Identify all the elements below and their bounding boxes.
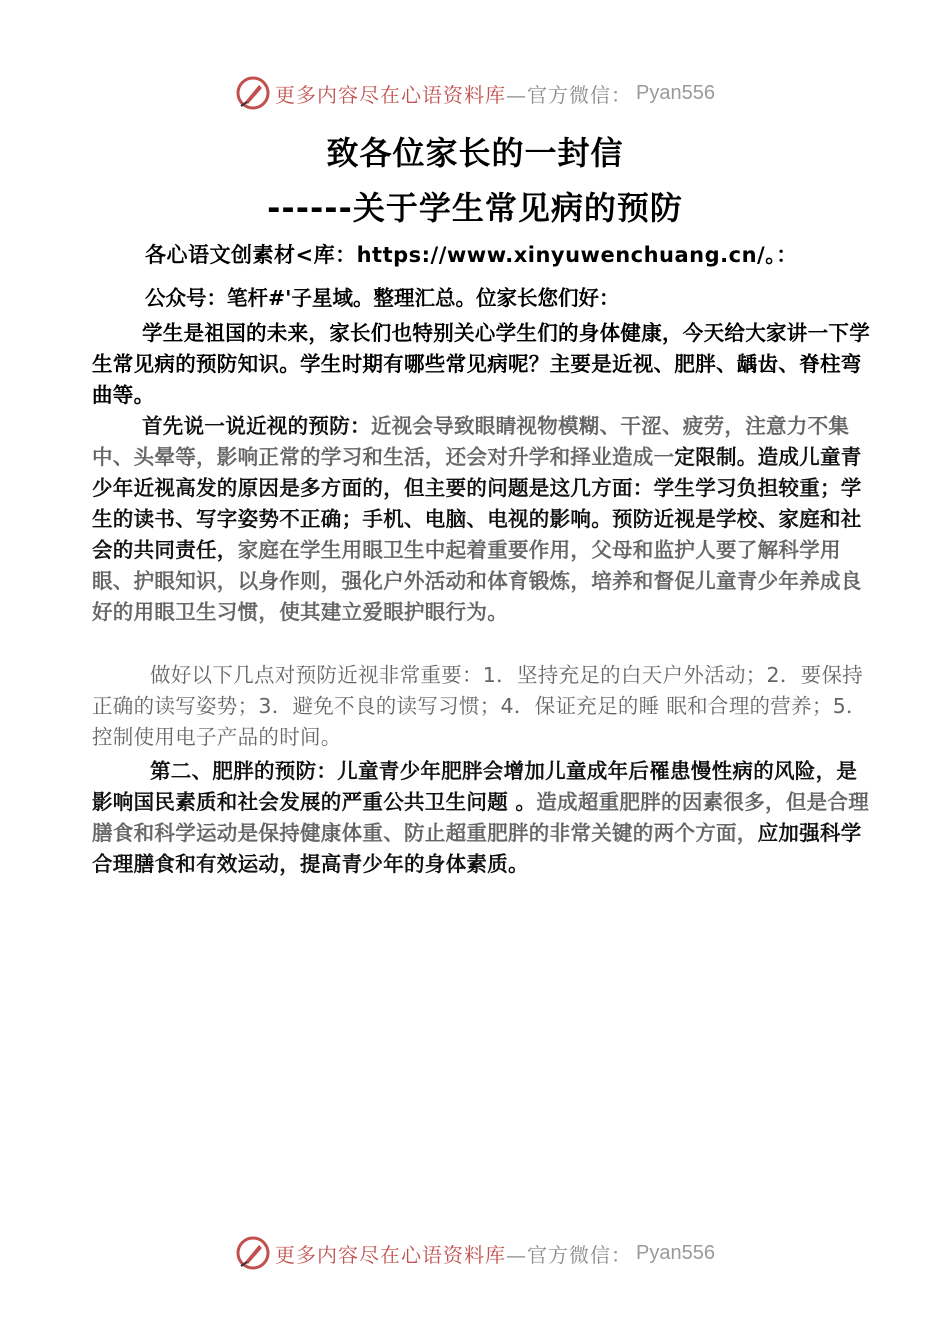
public-account-line: 公众号：笔杆#'子星域。整理汇总。位家长您们好：: [145, 286, 620, 310]
paragraph-obesity: [92, 756, 872, 880]
obesity-dark-text-2: 应加强科学合理膳食和有效运动，提高青少年的身体素质。: [92, 821, 862, 876]
myopia-gray-text-2: 家庭在学生用眼卫生中起着重要作用，父母和监护人要了解科学用眼、护眼知识，以身作则，强化户外活动和体育锻炼，培养和督促儿童青少年养成良好的用眼卫生习惯，使其建立爱眼护眼行为。: [92, 538, 862, 624]
paragraph-myopia: [92, 411, 872, 628]
myopia-tips-text: 做好以下几点对预防近视非常重要：1．坚持充足的白天户外活动；2．要保持正确的读写姿势；3．避免不良的读写习惯；4．保证充足的睡 眠和合理的营养；5．控制使用电子产品的时间。: [92, 663, 867, 749]
page-title: 致各位家长的一封信: [326, 134, 624, 172]
paragraph-intro: [92, 318, 872, 411]
footer-watermark-banner: [0, 1233, 950, 1273]
myopia-lead: 首先说一说近视的预防：: [142, 414, 371, 438]
banner-wechat-id: Pyan556: [636, 1241, 715, 1264]
banner-red-text: 更多内容尽在心语资料库: [275, 82, 507, 107]
pen-logo-icon: [235, 75, 271, 111]
myopia-gray-text-1: 近视会导致眼睛视物模糊、干涩、疲劳，注意力不集中、头晕等，影响正常的学习和生活，还会对升学和择业造成一: [92, 414, 850, 469]
banner-gray-text: —官方微信：: [506, 1242, 633, 1267]
source-line: 各心语文创素材<库：https://www.xinyuwenchuang.cn/。：: [145, 243, 798, 267]
paragraph-myopia-tips: [92, 660, 872, 753]
myopia-dark-text: 定限制。造成儿童青少年近视高发的原因是多方面的，但主要的问题是这几方面：学生学习负担较重；学生的读书、写字姿势不正确；手机、电脑、电视的影响。预防近视是学校、家庭和社会的共同责任，: [92, 445, 862, 562]
paragraph-intro-text: 学生是祖国的未来，家长们也特别关心学生们的身体健康，今天给大家讲一下学生常见病的预防知识。学生时期有哪些常见病呢？主要是近视、肥胖、龋齿、脊柱弯曲等。: [92, 321, 870, 407]
obesity-gray-text: 造成超重肥胖的因素很多，但是合理膳食和科学运动是保持健康体重、防止超重肥胖的非常关键的两个方面，: [92, 790, 870, 845]
banner-gray-text: —官方微信：: [506, 82, 633, 107]
pen-logo-icon: [235, 1235, 271, 1271]
obesity-dark-text: 第二、肥胖的预防：儿童青少年肥胖会增加儿童成年后罹患慢性病的风险，是影响国民素质和社会发展的严重公共卫生问题 。: [92, 759, 858, 814]
banner-wechat-id: Pyan556: [636, 81, 715, 104]
header-watermark-banner: [0, 73, 950, 113]
page-subtitle: ------关于学生常见病的预防: [267, 189, 683, 227]
banner-red-text: 更多内容尽在心语资料库: [275, 1242, 507, 1267]
